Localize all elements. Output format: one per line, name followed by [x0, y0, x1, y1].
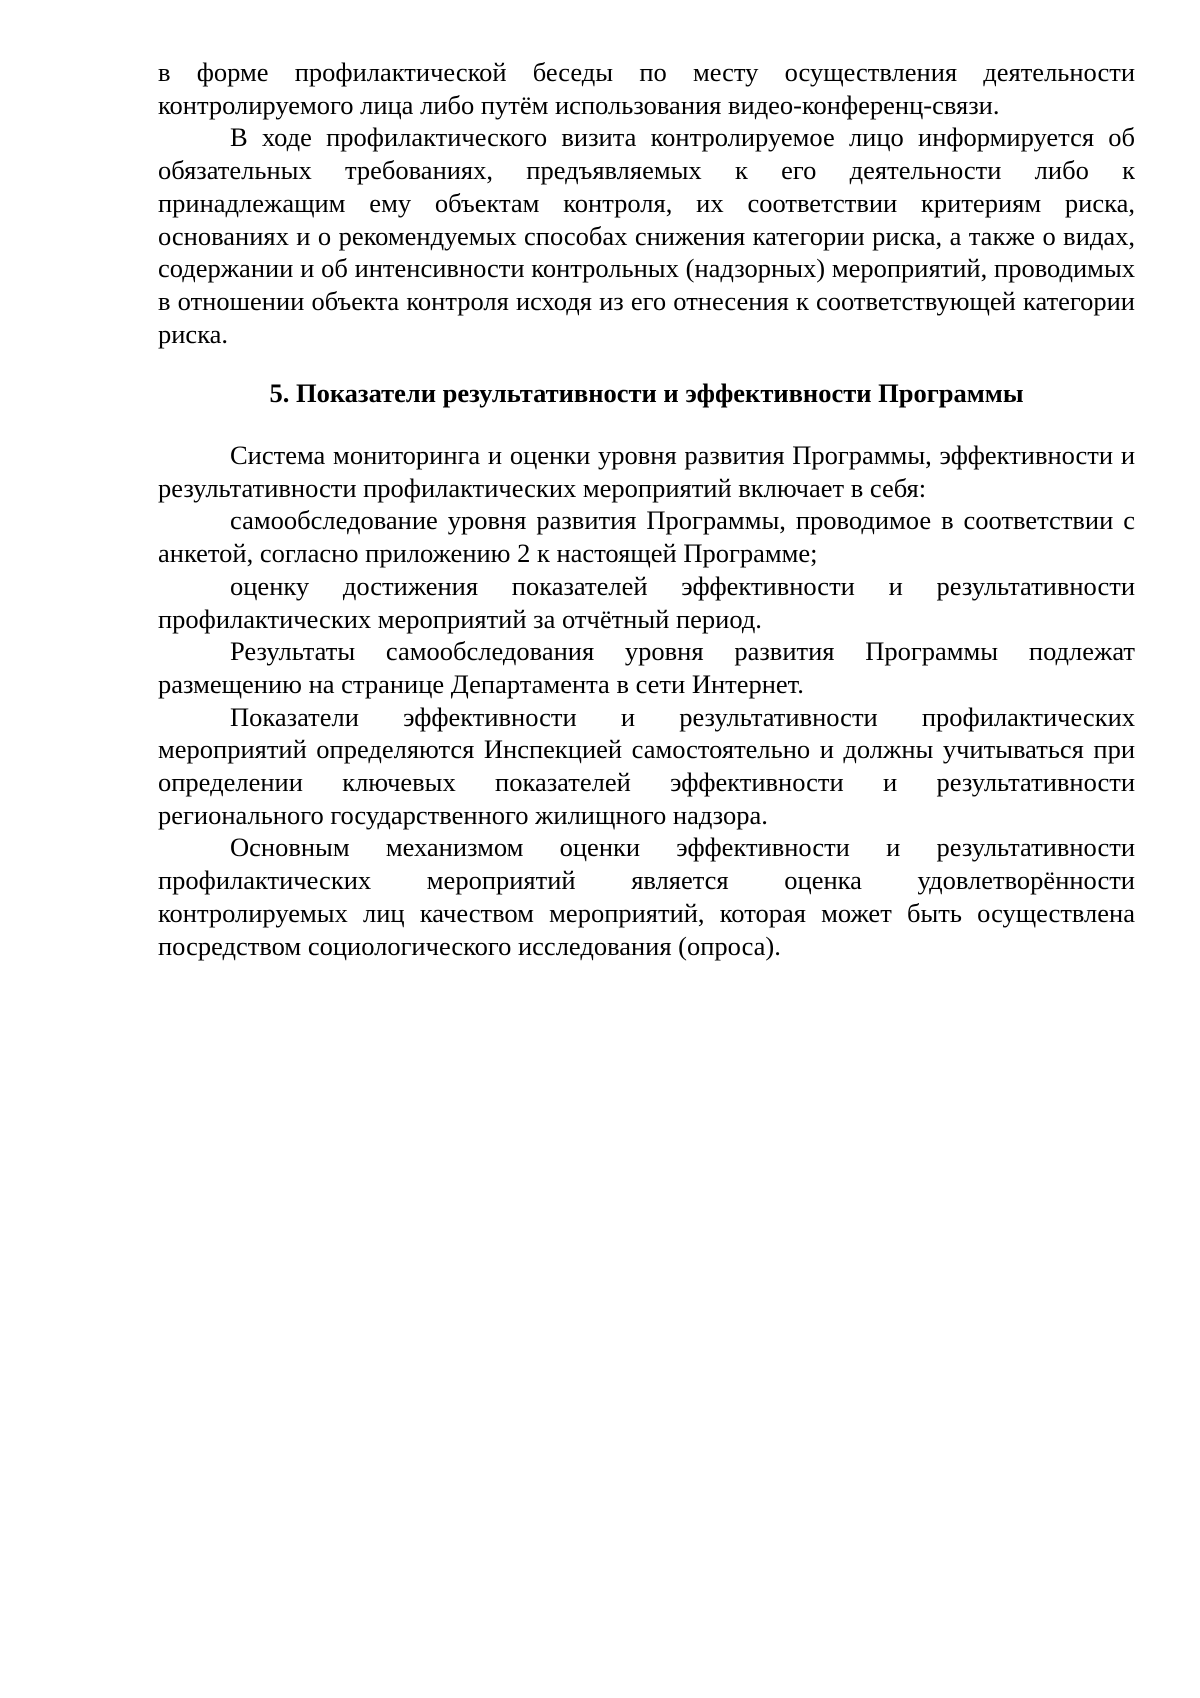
- paragraph-assessment: оценку достижения показателей эффективности и результативности профилактических мероприятий за отчётный период.: [158, 570, 1135, 634]
- document-body: [158, 56, 1135, 962]
- paragraph-self-survey: самообследование уровня развития Программы, проводимое в соответствии с анкетой, согласно приложению 2 к настоящей Программе;: [158, 505, 1135, 569]
- paragraph-visit-info: В ходе профилактического визита контролируемое лицо информируется об обязательных требованиях, предъявляемых к его деятельности либо к принадлежащим ему объектам контроля, их соответствии критериям риска, основаниях и о рекомендуемых способах снижения категории риска, а также о видах, содержании и об интенсивности контрольных (надзорных) мероприятий, проводимых в отношении объекта контроля исходя из его отнесения к соответствующей категории риска.: [158, 122, 1135, 349]
- paragraph-evaluation-mechanism: Основным механизмом оценки эффективности и результативности профилактических мероприятий является оценка удовлетворённости контролируемых лиц качеством мероприятий, которая может быть осуществлена посредством социологического исследования (опроса).: [158, 832, 1135, 961]
- section-heading: 5. Показатели результативности и эффективности Программы: [269, 378, 1024, 409]
- paragraph-results-publication: Результаты самообследования уровня развития Программы подлежат размещению на странице Департамента в сети Интернет.: [158, 636, 1135, 699]
- paragraph-monitoring-system: Система мониторинга и оценки уровня развития Программы, эффективности и результативности профилактических мероприятий включает в себя:: [158, 440, 1135, 503]
- paragraph-indicators: Показатели эффективности и результативности профилактических мероприятий определяются Инспекцией самостоятельно и должны учитываться при определении ключевых показателей эффективности и результативности регионального государственного жилищного надзора.: [158, 701, 1135, 830]
- paragraph-continued: в форме профилактической беседы по месту осуществления деятельности контролируемого лица либо путём использования видео-конференц-связи.: [158, 57, 1135, 120]
